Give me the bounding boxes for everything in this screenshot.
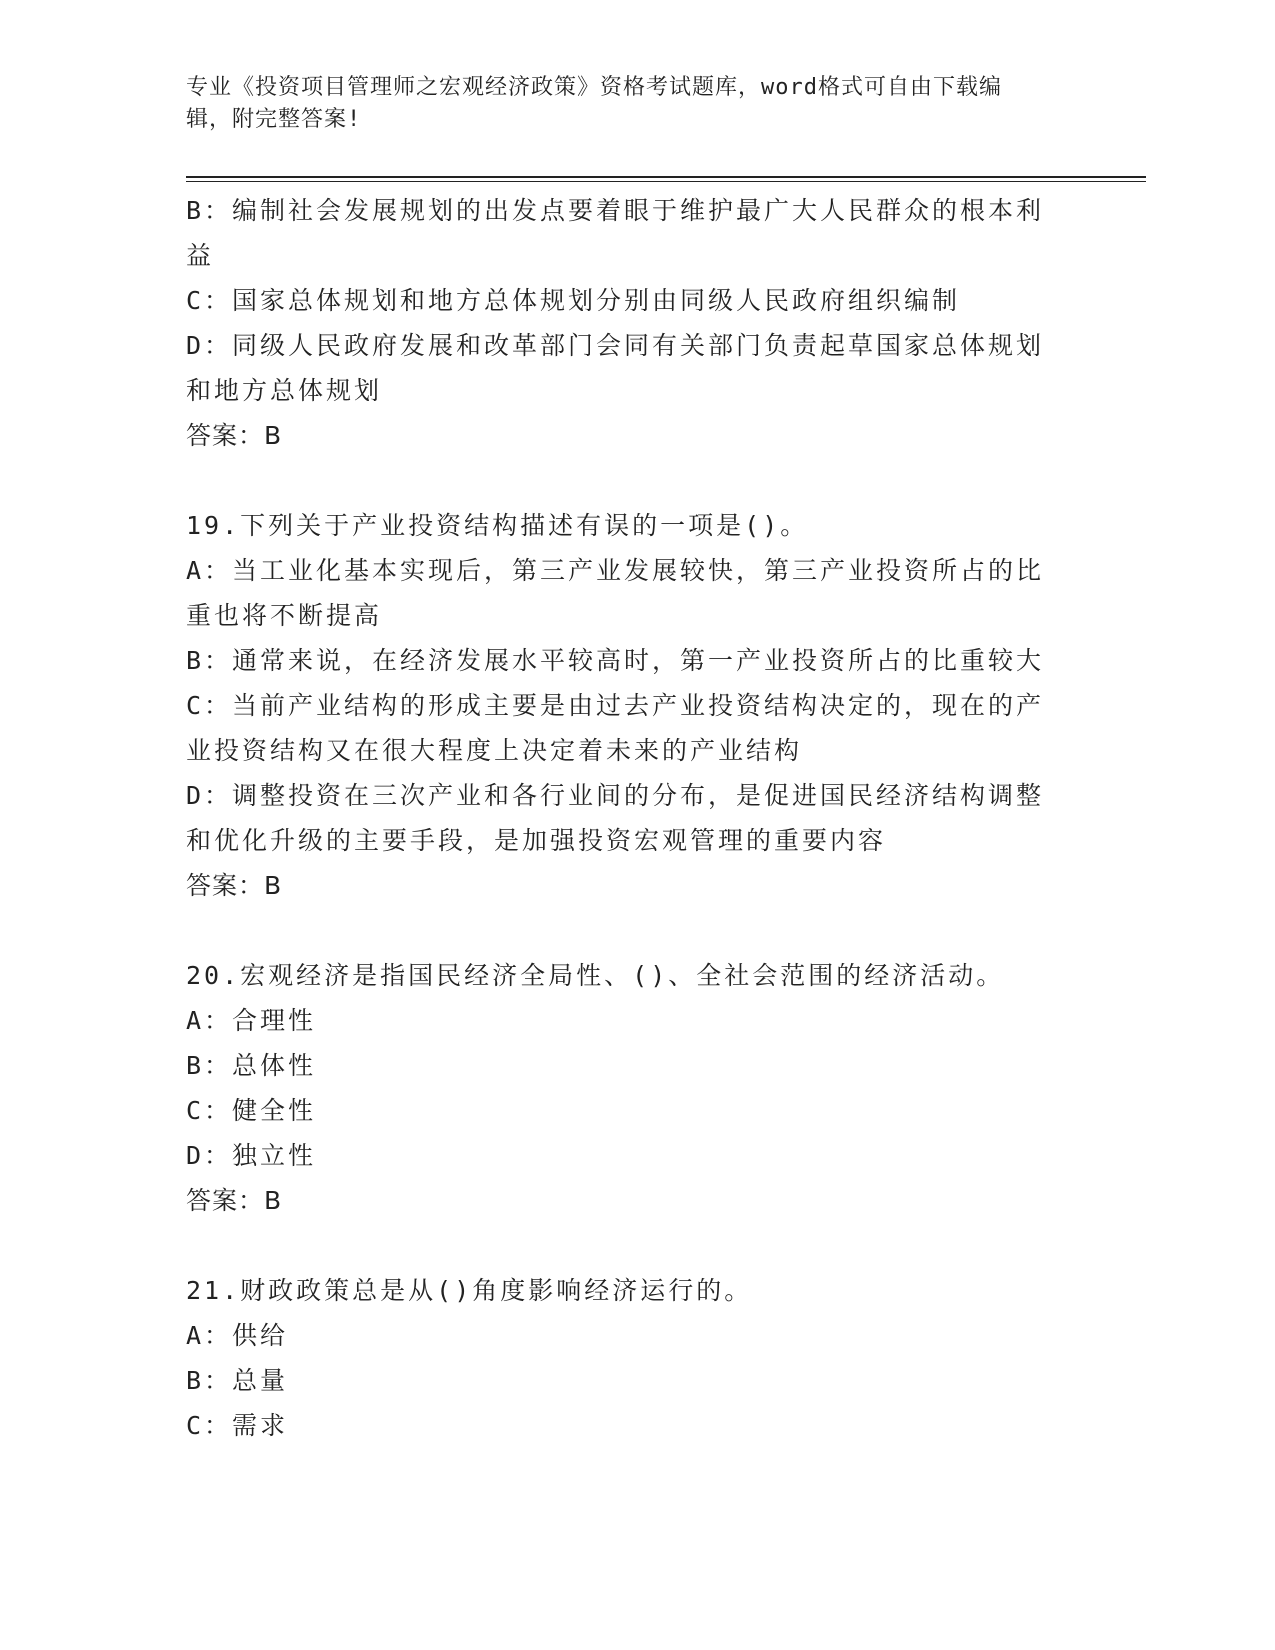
document-header xyxy=(186,72,1066,136)
option-c: C：当前产业结构的形成主要是由过去产业投资结构决定的，现在的产 xyxy=(186,691,1045,720)
header-line-2: 辑，附完整答案! xyxy=(186,107,362,132)
header-divider-thick xyxy=(186,176,1146,178)
question-stem: 19.下列关于产业投资结构描述有误的一项是()。 xyxy=(186,511,809,540)
header-line-1: 专业《投资项目管理师之宏观经济政策》资格考试题库，word格式可自由下载编 xyxy=(186,75,1002,100)
option-d: D：独立性 xyxy=(186,1141,317,1170)
spacer xyxy=(186,1223,1066,1268)
option-b: B：总量 xyxy=(186,1366,289,1395)
answer: 答案：B xyxy=(186,1186,283,1215)
option-c: C：国家总体规划和地方总体规划分别由同级人民政府组织编制 xyxy=(186,286,961,315)
header-divider-thin xyxy=(186,181,1146,182)
question-list xyxy=(186,188,1066,1448)
option-a: A：合理性 xyxy=(186,1006,317,1035)
option-d: D：同级人民政府发展和改革部门会同有关部门负责起草国家总体规划 xyxy=(186,331,1045,360)
option-d-continued: 和优化升级的主要手段，是加强投资宏观管理的重要内容 xyxy=(186,826,887,855)
spacer xyxy=(186,908,1066,953)
option-d: D：调整投资在三次产业和各行业间的分布，是促进国民经济结构调整 xyxy=(186,781,1045,810)
question-20 xyxy=(186,953,1066,1223)
spacer xyxy=(186,458,1066,503)
option-a: A：供给 xyxy=(186,1321,289,1350)
question-21 xyxy=(186,1268,1066,1448)
option-b: B：编制社会发展规划的出发点要着眼于维护最广大人民群众的根本利 xyxy=(186,196,1045,225)
option-c: C：需求 xyxy=(186,1411,289,1440)
option-a-continued: 重也将不断提高 xyxy=(186,601,383,630)
question-19 xyxy=(186,503,1066,908)
option-c-continued: 业投资结构又在很大程度上决定着未来的产业结构 xyxy=(186,736,803,765)
answer: 答案：B xyxy=(186,871,283,900)
option-c: C：健全性 xyxy=(186,1096,317,1125)
answer: 答案：B xyxy=(186,421,283,450)
option-a: A：当工业化基本实现后，第三产业发展较快，第三产业投资所占的比 xyxy=(186,556,1045,585)
option-d-continued: 和地方总体规划 xyxy=(186,376,383,405)
option-b: B：通常来说，在经济发展水平较高时，第一产业投资所占的比重较大 xyxy=(186,646,1045,675)
option-b: B：总体性 xyxy=(186,1051,317,1080)
option-b-continued: 益 xyxy=(186,241,215,270)
question-18-continued xyxy=(186,188,1066,458)
question-stem: 21.财政政策总是从()角度影响经济运行的。 xyxy=(186,1276,753,1305)
question-stem: 20.宏观经济是指国民经济全局性、()、全社会范围的经济活动。 xyxy=(186,961,1005,990)
